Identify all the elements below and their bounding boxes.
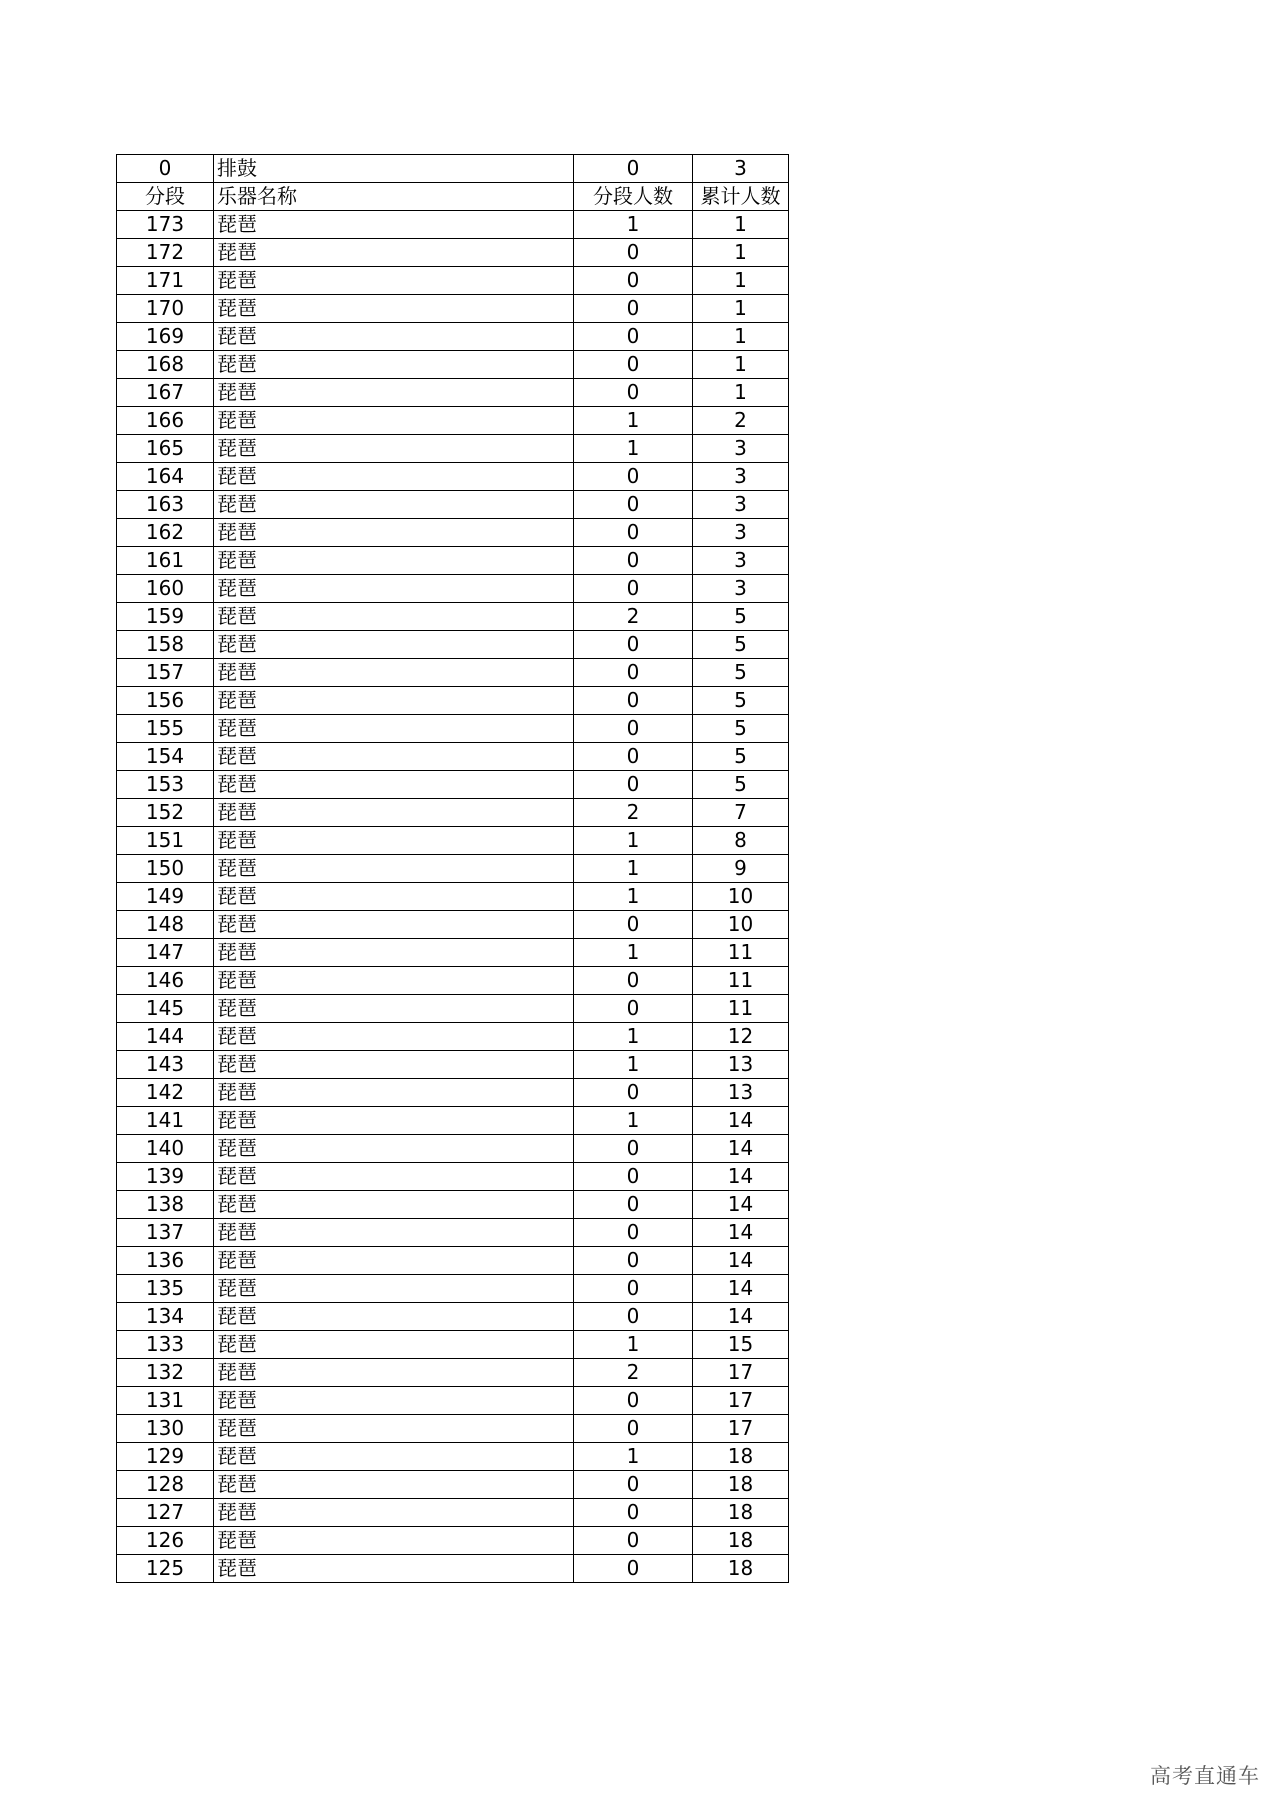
row-count: 0 — [574, 1275, 693, 1303]
table-row — [117, 631, 789, 659]
row-cumulative: 11 — [693, 967, 789, 995]
row-cumulative: 5 — [693, 771, 789, 799]
row-count: 0 — [574, 911, 693, 939]
table-row — [117, 1387, 789, 1415]
row-count: 2 — [574, 799, 693, 827]
table-row — [117, 463, 789, 491]
table-row — [117, 603, 789, 631]
row-seg: 167 — [117, 379, 214, 407]
row-name: 琵琶 — [214, 463, 574, 491]
row-seg: 126 — [117, 1527, 214, 1555]
row-seg: 157 — [117, 659, 214, 687]
row-seg: 146 — [117, 967, 214, 995]
row-seg: 165 — [117, 435, 214, 463]
row-seg: 132 — [117, 1359, 214, 1387]
row-name: 琵琶 — [214, 995, 574, 1023]
row-seg: 168 — [117, 351, 214, 379]
row-cumulative: 13 — [693, 1079, 789, 1107]
row-name: 琵琶 — [214, 239, 574, 267]
row-cumulative: 1 — [693, 379, 789, 407]
row-name: 琵琶 — [214, 1275, 574, 1303]
row-name: 琵琶 — [214, 1499, 574, 1527]
row-seg: 142 — [117, 1079, 214, 1107]
row-seg: 170 — [117, 295, 214, 323]
row-cumulative: 1 — [693, 239, 789, 267]
row-seg: 172 — [117, 239, 214, 267]
row-count: 0 — [574, 1499, 693, 1527]
table-row — [117, 575, 789, 603]
row-count: 1 — [574, 939, 693, 967]
row-name: 琵琶 — [214, 715, 574, 743]
table-row — [117, 799, 789, 827]
row-seg: 128 — [117, 1471, 214, 1499]
row-seg: 131 — [117, 1387, 214, 1415]
row-count: 0 — [574, 1415, 693, 1443]
row-cumulative: 10 — [693, 883, 789, 911]
row-name: 琵琶 — [214, 1107, 574, 1135]
row-seg: 134 — [117, 1303, 214, 1331]
row-cumulative: 18 — [693, 1443, 789, 1471]
row-count: 1 — [574, 855, 693, 883]
table-body — [117, 155, 789, 1583]
row-name: 琵琶 — [214, 1555, 574, 1583]
table-row — [117, 1443, 789, 1471]
row-cumulative: 18 — [693, 1527, 789, 1555]
row-cumulative: 1 — [693, 295, 789, 323]
row-seg: 160 — [117, 575, 214, 603]
row-seg: 166 — [117, 407, 214, 435]
row-seg: 130 — [117, 1415, 214, 1443]
row-name: 琵琶 — [214, 407, 574, 435]
table-row — [117, 827, 789, 855]
row-count: 0 — [574, 463, 693, 491]
row-seg: 152 — [117, 799, 214, 827]
row-seg: 156 — [117, 687, 214, 715]
row-seg: 173 — [117, 211, 214, 239]
row-seg: 138 — [117, 1191, 214, 1219]
row-cumulative: 2 — [693, 407, 789, 435]
row-name: 琵琶 — [214, 379, 574, 407]
row-count: 0 — [574, 967, 693, 995]
row-name: 琵琶 — [214, 323, 574, 351]
row-name: 琵琶 — [214, 659, 574, 687]
row-cumulative: 3 — [693, 519, 789, 547]
row-cumulative: 3 — [693, 435, 789, 463]
row-cumulative: 12 — [693, 1023, 789, 1051]
watermark-text: 高考直通车 — [1150, 1764, 1260, 1788]
row-name: 琵琶 — [214, 1387, 574, 1415]
table-row — [117, 1303, 789, 1331]
row-count: 1 — [574, 211, 693, 239]
row-seg: 159 — [117, 603, 214, 631]
row-seg: 133 — [117, 1331, 214, 1359]
row-cumulative: 10 — [693, 911, 789, 939]
table-row — [117, 323, 789, 351]
table-row — [117, 911, 789, 939]
row-cumulative: 3 — [693, 547, 789, 575]
row-cumulative: 5 — [693, 743, 789, 771]
row-cumulative: 3 — [693, 463, 789, 491]
table-row — [117, 1107, 789, 1135]
row-cumulative: 14 — [693, 1303, 789, 1331]
row-count: 0 — [574, 323, 693, 351]
table-row — [117, 967, 789, 995]
table-row — [117, 547, 789, 575]
row-name: 琵琶 — [214, 267, 574, 295]
row-count: 1 — [574, 883, 693, 911]
table-row — [117, 771, 789, 799]
row-seg: 145 — [117, 995, 214, 1023]
row-name: 琵琶 — [214, 435, 574, 463]
table-row — [117, 715, 789, 743]
row-cumulative: 3 — [693, 575, 789, 603]
row-name: 琵琶 — [214, 771, 574, 799]
row-count: 0 — [574, 1135, 693, 1163]
row-cumulative: 17 — [693, 1415, 789, 1443]
row-seg: 140 — [117, 1135, 214, 1163]
top-row-count: 0 — [574, 155, 693, 183]
row-count: 0 — [574, 1527, 693, 1555]
row-name: 琵琶 — [214, 1163, 574, 1191]
row-name: 琵琶 — [214, 547, 574, 575]
row-name: 琵琶 — [214, 855, 574, 883]
table-row — [117, 1471, 789, 1499]
row-cumulative: 18 — [693, 1471, 789, 1499]
row-seg: 153 — [117, 771, 214, 799]
score-distribution-table — [116, 154, 789, 1583]
row-cumulative: 1 — [693, 351, 789, 379]
row-count: 0 — [574, 379, 693, 407]
row-seg: 162 — [117, 519, 214, 547]
table-row — [117, 659, 789, 687]
row-cumulative: 1 — [693, 211, 789, 239]
row-count: 0 — [574, 631, 693, 659]
row-cumulative: 5 — [693, 715, 789, 743]
row-name: 琵琶 — [214, 799, 574, 827]
table-row — [117, 1359, 789, 1387]
row-name: 琵琶 — [214, 1527, 574, 1555]
table-row — [117, 687, 789, 715]
header-row — [117, 183, 789, 211]
row-cumulative: 3 — [693, 491, 789, 519]
row-name: 琵琶 — [214, 1443, 574, 1471]
row-name: 琵琶 — [214, 939, 574, 967]
row-cumulative: 15 — [693, 1331, 789, 1359]
row-name: 琵琶 — [214, 1079, 574, 1107]
row-name: 琵琶 — [214, 295, 574, 323]
row-cumulative: 5 — [693, 687, 789, 715]
table-row — [117, 855, 789, 883]
row-cumulative: 11 — [693, 939, 789, 967]
row-seg: 163 — [117, 491, 214, 519]
row-name: 琵琶 — [214, 967, 574, 995]
row-count: 0 — [574, 1555, 693, 1583]
row-name: 琵琶 — [214, 603, 574, 631]
row-cumulative: 8 — [693, 827, 789, 855]
table-row — [117, 1051, 789, 1079]
table-row — [117, 267, 789, 295]
row-count: 0 — [574, 547, 693, 575]
row-cumulative: 5 — [693, 659, 789, 687]
row-name: 琵琶 — [214, 687, 574, 715]
table-row — [117, 295, 789, 323]
row-seg: 155 — [117, 715, 214, 743]
row-count: 0 — [574, 1079, 693, 1107]
row-cumulative: 18 — [693, 1499, 789, 1527]
row-count: 1 — [574, 1107, 693, 1135]
row-cumulative: 14 — [693, 1135, 789, 1163]
row-seg: 148 — [117, 911, 214, 939]
row-count: 0 — [574, 239, 693, 267]
row-cumulative: 14 — [693, 1275, 789, 1303]
row-cumulative: 5 — [693, 631, 789, 659]
table-row — [117, 1415, 789, 1443]
table-row — [117, 743, 789, 771]
row-seg: 127 — [117, 1499, 214, 1527]
table-row — [117, 211, 789, 239]
row-count: 0 — [574, 715, 693, 743]
row-name: 琵琶 — [214, 883, 574, 911]
row-count: 0 — [574, 771, 693, 799]
table-row — [117, 351, 789, 379]
row-count: 0 — [574, 659, 693, 687]
row-seg: 164 — [117, 463, 214, 491]
table-row — [117, 939, 789, 967]
row-name: 琵琶 — [214, 911, 574, 939]
table-row — [117, 491, 789, 519]
row-seg: 150 — [117, 855, 214, 883]
table-row — [117, 1079, 789, 1107]
row-seg: 125 — [117, 1555, 214, 1583]
row-cumulative: 9 — [693, 855, 789, 883]
row-count: 0 — [574, 1387, 693, 1415]
table-row — [117, 1499, 789, 1527]
row-seg: 137 — [117, 1219, 214, 1247]
table-row — [117, 1527, 789, 1555]
row-seg: 149 — [117, 883, 214, 911]
row-cumulative: 7 — [693, 799, 789, 827]
row-seg: 169 — [117, 323, 214, 351]
row-name: 琵琶 — [214, 1023, 574, 1051]
table-row — [117, 1219, 789, 1247]
row-count: 2 — [574, 1359, 693, 1387]
table-row — [117, 1247, 789, 1275]
row-count: 0 — [574, 687, 693, 715]
row-seg: 144 — [117, 1023, 214, 1051]
row-seg: 141 — [117, 1107, 214, 1135]
row-seg: 139 — [117, 1163, 214, 1191]
row-cumulative: 14 — [693, 1191, 789, 1219]
row-count: 2 — [574, 603, 693, 631]
row-name: 琵琶 — [214, 1303, 574, 1331]
row-cumulative: 17 — [693, 1359, 789, 1387]
row-seg: 158 — [117, 631, 214, 659]
table-row — [117, 1191, 789, 1219]
row-count: 0 — [574, 575, 693, 603]
row-seg: 143 — [117, 1051, 214, 1079]
table-row — [117, 1555, 789, 1583]
table-row — [117, 995, 789, 1023]
top-row-seg: 0 — [117, 155, 214, 183]
row-count: 1 — [574, 827, 693, 855]
row-cumulative: 5 — [693, 603, 789, 631]
row-name: 琵琶 — [214, 1135, 574, 1163]
row-count: 1 — [574, 1023, 693, 1051]
row-name: 琵琶 — [214, 575, 574, 603]
table-row — [117, 519, 789, 547]
row-name: 琵琶 — [214, 519, 574, 547]
table-row — [117, 1023, 789, 1051]
table-row — [117, 1163, 789, 1191]
row-name: 琵琶 — [214, 1415, 574, 1443]
row-cumulative: 14 — [693, 1247, 789, 1275]
row-count: 1 — [574, 407, 693, 435]
row-seg: 161 — [117, 547, 214, 575]
row-seg: 171 — [117, 267, 214, 295]
row-cumulative: 14 — [693, 1163, 789, 1191]
row-count: 0 — [574, 267, 693, 295]
row-count: 0 — [574, 1163, 693, 1191]
row-seg: 136 — [117, 1247, 214, 1275]
row-cumulative: 11 — [693, 995, 789, 1023]
row-count: 0 — [574, 1247, 693, 1275]
row-cumulative: 14 — [693, 1107, 789, 1135]
table-row — [117, 883, 789, 911]
header-name: 乐器名称 — [214, 183, 574, 211]
header-cumulative: 累计人数 — [693, 183, 789, 211]
table-row — [117, 1331, 789, 1359]
row-name: 琵琶 — [214, 1359, 574, 1387]
row-count: 0 — [574, 1471, 693, 1499]
row-cumulative: 1 — [693, 267, 789, 295]
row-name: 琵琶 — [214, 351, 574, 379]
row-name: 琵琶 — [214, 631, 574, 659]
header-count: 分段人数 — [574, 183, 693, 211]
top-row — [117, 155, 789, 183]
row-count: 0 — [574, 1191, 693, 1219]
row-cumulative: 17 — [693, 1387, 789, 1415]
row-name: 琵琶 — [214, 827, 574, 855]
table-row — [117, 435, 789, 463]
table-row — [117, 379, 789, 407]
row-count: 1 — [574, 435, 693, 463]
row-count: 1 — [574, 1051, 693, 1079]
row-name: 琵琶 — [214, 743, 574, 771]
row-seg: 154 — [117, 743, 214, 771]
row-cumulative: 14 — [693, 1219, 789, 1247]
table-row — [117, 1135, 789, 1163]
header-seg: 分段 — [117, 183, 214, 211]
row-count: 0 — [574, 1219, 693, 1247]
row-count: 0 — [574, 295, 693, 323]
row-count: 0 — [574, 351, 693, 379]
row-seg: 129 — [117, 1443, 214, 1471]
row-seg: 135 — [117, 1275, 214, 1303]
row-count: 1 — [574, 1331, 693, 1359]
row-seg: 147 — [117, 939, 214, 967]
row-name: 琵琶 — [214, 1247, 574, 1275]
top-row-name: 排鼓 — [214, 155, 574, 183]
row-count: 0 — [574, 491, 693, 519]
row-name: 琵琶 — [214, 1331, 574, 1359]
row-count: 0 — [574, 519, 693, 547]
row-count: 0 — [574, 743, 693, 771]
row-cumulative: 13 — [693, 1051, 789, 1079]
table-row — [117, 1275, 789, 1303]
row-name: 琵琶 — [214, 1219, 574, 1247]
row-name: 琵琶 — [214, 211, 574, 239]
row-name: 琵琶 — [214, 1191, 574, 1219]
row-name: 琵琶 — [214, 1051, 574, 1079]
row-seg: 151 — [117, 827, 214, 855]
table-row — [117, 407, 789, 435]
row-count: 1 — [574, 1443, 693, 1471]
table-row — [117, 239, 789, 267]
top-row-cumulative: 3 — [693, 155, 789, 183]
row-count: 0 — [574, 1303, 693, 1331]
row-count: 0 — [574, 995, 693, 1023]
row-cumulative: 18 — [693, 1555, 789, 1583]
row-cumulative: 1 — [693, 323, 789, 351]
row-name: 琵琶 — [214, 491, 574, 519]
row-name: 琵琶 — [214, 1471, 574, 1499]
